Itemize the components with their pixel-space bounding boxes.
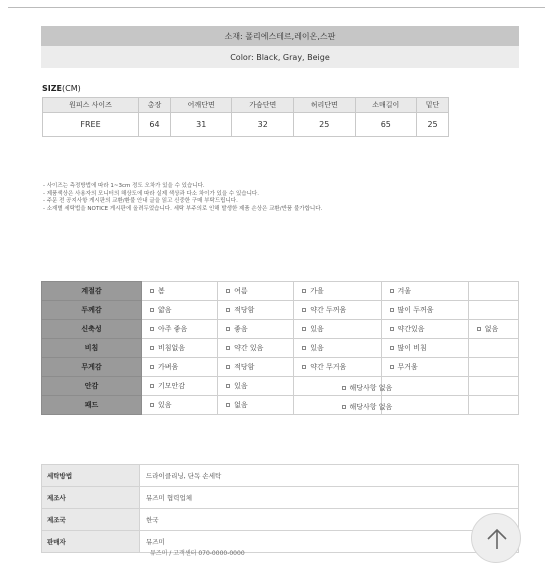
scroll-to-top-button[interactable] bbox=[471, 513, 521, 563]
size-table-value-row bbox=[43, 113, 449, 137]
size-value-cell: 32 bbox=[232, 113, 294, 137]
checkbox-icon bbox=[150, 289, 154, 293]
size-header-cell: 원피스 사이즈 bbox=[43, 98, 139, 113]
top-divider bbox=[8, 0, 545, 8]
checkbox-icon bbox=[477, 327, 481, 331]
size-value-cell: 65 bbox=[355, 113, 417, 137]
size-header-cell: 허리단면 bbox=[294, 98, 356, 113]
checkbox-icon bbox=[342, 405, 346, 409]
fit-option: 약간 무거움 bbox=[294, 358, 381, 377]
fit-option-empty bbox=[468, 377, 518, 396]
fit-option: 해당사항 없음 bbox=[381, 377, 468, 396]
checkbox-icon bbox=[150, 384, 154, 388]
info-label: 판매자 bbox=[42, 531, 140, 553]
checkbox-icon bbox=[150, 403, 154, 407]
fit-option: 약간있음 bbox=[381, 320, 468, 339]
size-table bbox=[42, 97, 449, 137]
size-header-cell: 소매길이 bbox=[355, 98, 417, 113]
checkbox-icon bbox=[226, 365, 230, 369]
checkbox-icon bbox=[390, 346, 394, 350]
fit-option: 많이 두꺼움 bbox=[381, 301, 468, 320]
checkbox-icon bbox=[150, 327, 154, 331]
info-label: 제조사 bbox=[42, 487, 140, 509]
checkbox-icon bbox=[302, 327, 306, 331]
info-value: 드라이클리닝, 단독 손세탁 bbox=[140, 465, 519, 487]
fit-option: 있음 bbox=[294, 339, 381, 358]
checkbox-icon bbox=[302, 289, 306, 293]
checkbox-icon bbox=[342, 386, 346, 390]
fit-row-stretch bbox=[42, 320, 519, 339]
material-fabric-row bbox=[41, 26, 519, 46]
fit-option: 여름 bbox=[218, 282, 294, 301]
fit-option: 적당함 bbox=[218, 301, 294, 320]
fit-option: 해당사항 없음 bbox=[381, 396, 468, 415]
info-row bbox=[42, 487, 519, 509]
fit-row-season bbox=[42, 282, 519, 301]
fit-option: 아주 좋음 bbox=[142, 320, 218, 339]
fit-row-pad bbox=[42, 396, 519, 415]
info-value: 뮤즈미 bbox=[140, 531, 519, 553]
fit-option: 가벼움 bbox=[142, 358, 218, 377]
size-header-cell: 어깨단면 bbox=[170, 98, 232, 113]
note-line: - 소재별 세탁법을 NOTICE 게시판에 올려두었습니다. 세탁 부주의로 인해 발생한 제품 손상은 교환/반품 불가합니다. bbox=[43, 205, 323, 212]
fit-option: 무거움 bbox=[381, 358, 468, 377]
fit-option: 약간 있음 bbox=[218, 339, 294, 358]
fit-row-weight bbox=[42, 358, 519, 377]
fit-option: 약간 두꺼움 bbox=[294, 301, 381, 320]
checkbox-icon bbox=[226, 327, 230, 331]
note-line: - 사이즈는 측정방법에 따라 1~3cm 정도 오차가 있을 수 있습니다. bbox=[43, 183, 205, 189]
info-row bbox=[42, 531, 519, 553]
info-label: 제조국 bbox=[42, 509, 140, 531]
size-value-cell: 31 bbox=[170, 113, 232, 137]
info-value: 뮤즈미 협력업체 bbox=[140, 487, 519, 509]
fit-row-sheerness bbox=[42, 339, 519, 358]
checkbox-icon bbox=[390, 308, 394, 312]
checkbox-icon bbox=[226, 289, 230, 293]
checkbox-icon bbox=[150, 365, 154, 369]
fit-option-empty bbox=[468, 358, 518, 377]
note-line: - 제품색상은 사용자의 모니터의 해상도에 따라 실제 색상과 다소 차이가 있을 수 있습니다. bbox=[43, 190, 259, 197]
fit-option-empty bbox=[468, 396, 518, 415]
fit-label: 두께감 bbox=[42, 301, 142, 320]
fit-option: 있음 bbox=[294, 320, 381, 339]
fit-label: 무게감 bbox=[42, 358, 142, 377]
fit-label: 비침 bbox=[42, 339, 142, 358]
checkbox-icon bbox=[226, 384, 230, 388]
checkbox-icon bbox=[150, 346, 154, 350]
checkbox-icon bbox=[302, 308, 306, 312]
material-color-row bbox=[41, 46, 519, 68]
fit-option: 기모안감 bbox=[142, 377, 218, 396]
size-title-text: SIZE bbox=[42, 84, 63, 93]
fit-option: 겨울 bbox=[381, 282, 468, 301]
size-value-cell: 25 bbox=[294, 113, 356, 137]
size-notes bbox=[43, 183, 322, 213]
note-line: - 주문 전 공지사항 게시판의 교환/환불 안내 글을 읽고 신중한 구매 부탁드립니다. bbox=[43, 198, 238, 204]
fit-option-empty bbox=[468, 282, 518, 301]
checkbox-icon bbox=[390, 289, 394, 293]
size-value-cell: 64 bbox=[139, 113, 171, 137]
size-header-cell: 총장 bbox=[139, 98, 171, 113]
checkbox-icon bbox=[226, 403, 230, 407]
checkbox-icon bbox=[302, 346, 306, 350]
fit-table bbox=[41, 281, 519, 415]
fit-option: 많이 비침 bbox=[381, 339, 468, 358]
info-value: 한국 bbox=[140, 509, 519, 531]
fit-label: 안감 bbox=[42, 377, 142, 396]
checkbox-icon bbox=[226, 308, 230, 312]
fit-option: 얇음 bbox=[142, 301, 218, 320]
fit-option: 있음 bbox=[142, 396, 218, 415]
fit-option-empty bbox=[468, 301, 518, 320]
fit-option: 적당함 bbox=[218, 358, 294, 377]
size-table-header-row bbox=[43, 98, 449, 113]
size-value-cell: FREE bbox=[43, 113, 139, 137]
fit-label: 신축성 bbox=[42, 320, 142, 339]
fit-option: 비침없음 bbox=[142, 339, 218, 358]
size-section-title bbox=[42, 84, 81, 93]
fit-row-lining bbox=[42, 377, 519, 396]
fit-row-thickness bbox=[42, 301, 519, 320]
material-color-text: Color: Black, Gray, Beige bbox=[230, 52, 330, 62]
fit-option: 봄 bbox=[142, 282, 218, 301]
fit-label: 계절감 bbox=[42, 282, 142, 301]
fit-option: 있음 bbox=[218, 377, 294, 396]
checkbox-icon bbox=[302, 365, 306, 369]
fit-option: 가을 bbox=[294, 282, 381, 301]
checkbox-icon bbox=[390, 327, 394, 331]
fit-option: 없음 bbox=[468, 320, 518, 339]
info-label: 세탁방법 bbox=[42, 465, 140, 487]
arrow-up-icon bbox=[486, 527, 508, 551]
fit-label: 패드 bbox=[42, 396, 142, 415]
size-header-cell: 밑단 bbox=[417, 98, 449, 113]
info-row bbox=[42, 509, 519, 531]
product-info-table bbox=[41, 464, 519, 553]
fit-option: 없음 bbox=[218, 396, 294, 415]
checkbox-icon bbox=[390, 365, 394, 369]
size-header-cell: 가슴단면 bbox=[232, 98, 294, 113]
checkbox-icon bbox=[226, 346, 230, 350]
fit-option: 좋음 bbox=[218, 320, 294, 339]
info-row bbox=[42, 465, 519, 487]
size-title-unit: (CM) bbox=[62, 84, 81, 93]
size-value-cell: 25 bbox=[417, 113, 449, 137]
cs-info-text: 뮤즈미 / 고객센터 070-0000-0000 bbox=[150, 550, 245, 557]
checkbox-icon bbox=[150, 308, 154, 312]
fit-option-empty bbox=[468, 339, 518, 358]
material-fabric-text: 소재: 폴리에스테르,레이온,스판 bbox=[224, 31, 336, 41]
